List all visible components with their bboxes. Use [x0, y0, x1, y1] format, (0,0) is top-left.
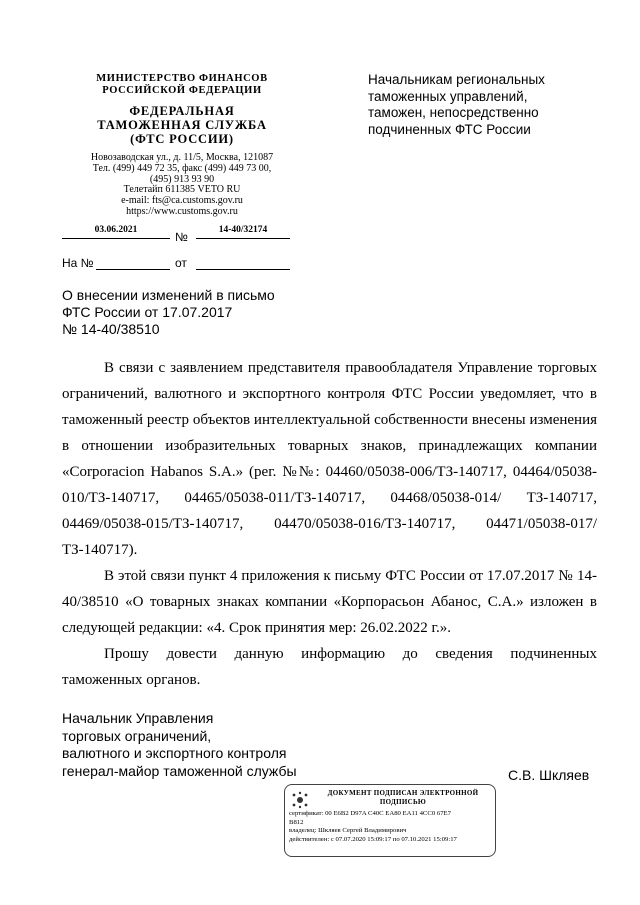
ministry-line-1: МИНИСТЕРСТВО ФИНАНСОВ: [96, 73, 268, 84]
service-line-2: ТАМОЖЕННАЯ СЛУЖБА: [97, 118, 267, 132]
reference-label: На №: [62, 256, 94, 270]
address: Новозаводская ул., д. 11/5, Москва, 121087: [90, 152, 274, 163]
stamp-heading: [313, 789, 493, 806]
subject-line-1: О внесении изменений в письмо: [62, 287, 275, 303]
teletype: Телетайп 611385 VETO RU: [123, 184, 241, 196]
recipient-line-2: таможенных управлений,: [368, 88, 528, 104]
contact-details: [62, 153, 302, 218]
signatory-title-line-4: генерал-майор таможенной службы: [62, 762, 297, 779]
recipient-block: [368, 72, 608, 138]
email: e-mail: fts@ca.customs.gov.ru: [121, 195, 243, 207]
registration-number: 14-40/32174: [196, 223, 290, 239]
ministry-line-2: РОССИЙСКОЙ ФЕДЕРАЦИИ: [102, 85, 262, 96]
body-paragraph-3: Прошу довести данную информацию до сведения подчиненных таможенных органов.: [62, 646, 597, 688]
reference-from-label: от: [175, 256, 187, 270]
signatory-name: С.В. Шкляев: [508, 767, 590, 783]
service-line-3: (ФТС РОССИИ): [130, 132, 234, 146]
electronic-signature-stamp: [284, 784, 496, 857]
subject-line-2: ФТС России от 17.07.2017: [62, 304, 233, 320]
reference-number-field: [96, 254, 170, 270]
stamp-validity: действителен: с 07.07.2020 15:09:17 по 07.10.2021 15:09:17: [289, 836, 457, 844]
stamp-certificate: сертификат: 00 E6B2 D97A C40C EA80 EA11 4CC0 67E7: [289, 810, 451, 817]
registration-number-field: [196, 223, 290, 239]
recipient-line-4: подчиненных ФТС России: [368, 121, 531, 137]
reference-number-line: [96, 254, 170, 270]
website: https://www.customs.gov.ru: [126, 205, 238, 217]
stamp-details: [289, 810, 495, 845]
signatory-title-line-1: Начальник Управления: [62, 710, 214, 726]
registration-date-field: [62, 223, 170, 239]
subject-block: [62, 287, 342, 338]
stamp-heading-line-1: ДОКУМЕНТ ПОДПИСАН ЭЛЕКТРОННОЙ: [327, 789, 479, 797]
stamp-certificate-cont: B812: [289, 818, 304, 826]
signatory-title: [62, 710, 322, 780]
service-line-1: ФЕДЕРАЛЬНАЯ: [129, 104, 235, 118]
reference-date-line: [196, 254, 290, 270]
body-paragraph-2: В этой связи пункт 4 приложения к письму ФТС России от 17.07.2017 № 14-40/38510 «О товарных знаках компании «Корпорасьон Абанос, С.А.» изложен в следующей редакции: «4. Срок принятия мер: 26.02.2022 г.».: [62, 568, 597, 636]
recipient-line-3: таможен, непосредственно: [368, 105, 539, 120]
recipient-line-1: Начальникам региональных: [368, 72, 545, 87]
phone-extra: (495) 913 93 90: [149, 173, 215, 185]
phone-fax: Тел. (499) 449 72 35, факс (499) 449 73 00,: [92, 162, 272, 174]
signature-emblem-icon: [291, 791, 309, 809]
reference-date-field: [196, 254, 290, 270]
ministry-name: [62, 73, 302, 97]
body-paragraph-1: В связи с заявлением представителя правообладателя Управление торговых ограничений, валютного и экспортного контроля ФТС России уведомляет, что в таможенный реестр объектов интеллектуальной собственности внесены изменения в отношении изобразительных товарных знаков, принадлежащих компании «Corporacion Habanos S.A.» (рег. №№: 04460/05038-006/ТЗ-140717, 04464/05038-010/ТЗ-140717, 04465/05038-011/ТЗ-140717, 04468/05038-014/ ТЗ-140717, 04469/05038-015/ТЗ-140717, 04470/05038-016/ТЗ-140717, 04471/05038-017/ТЗ-140717).: [62, 360, 597, 558]
signatory-title-line-3: валютного и экспортного контроля: [62, 745, 287, 761]
stamp-heading-line-2: ПОДПИСЬЮ: [379, 797, 427, 806]
registration-number-sign: №: [175, 230, 188, 244]
registration-date: 03.06.2021: [62, 223, 170, 239]
stamp-owner: владелец: Шкляев Сергей Владимирович: [289, 827, 407, 835]
service-name: [62, 104, 302, 146]
subject-line-3: № 14-40/38510: [62, 321, 160, 337]
signatory-title-line-2: торговых ограничений,: [62, 727, 212, 744]
